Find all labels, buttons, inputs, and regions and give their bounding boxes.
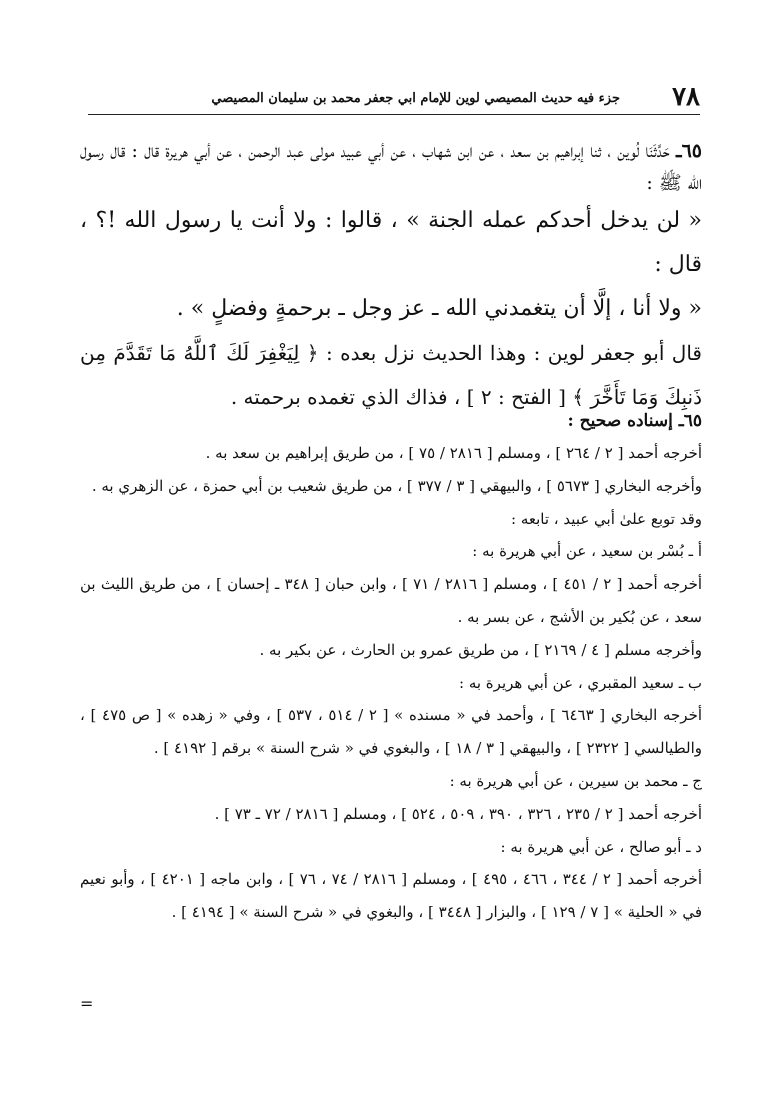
author-comment: قال أبو جعفر لوين : وهذا الحديث نزل بعده : ﴿ لِيَغْفِرَ لَكَ ٱللَّهُ مَا تَقَدَّمَ مِن ذَنبِكَ وَمَا تَأَخَّرَ ﴾ [ الفتح : ٢ ] ، فذاك الذي تغمده برحمته .	[80, 341, 702, 409]
footnote-line: أخرجه أحمد [ ٢ / ٤٥١ ] ، ومسلم [ ٢٨١٦ / ٧١ ] ، وابن حبان [ ٣٤٨ ـ إحسان ] ، من طريق الليث بن سعد ، عن بُكير بن الأشج ، عن بسر به .	[80, 575, 703, 626]
footnotes	[80, 405, 702, 929]
footnote-line: أ ـ بُسْر بن سعيد ، عن أبي هريرة به :	[472, 542, 702, 561]
footnote-line: وقد توبع علىٰ أبي عبيد ، تابعه :	[511, 509, 702, 528]
footnote-line: وأخرجه مسلم [ ٤ / ٢١٦٩ ] ، من طريق عمرو بن الحارث ، عن بكير به .	[259, 640, 702, 659]
page-number: ٧٨	[672, 82, 700, 112]
footnote-line: أخرجه أحمد [ ٢ / ٣٤٤ ، ٤٦٦ ، ٤٩٥ ] ، ومسلم [ ٢٨١٦ / ٧٤ ، ٧٦ ] ، وابن ماجه [ ٤٢٠١ ] ، وأبو نعيم في « الحلية » [ ٧ / ١٢٩ ] ، والبزار [ ٣٤٤٨ ] ، والبغوي في « شرح السنة » [ ٤١٩٤ ] .	[80, 870, 702, 922]
footnote-line: أخرجه أحمد [ ٢ / ٢٣٥ ، ٣٢٦ ، ٣٩٠ ، ٥٠٩ ، ٥٢٤ ] ، ومسلم [ ٢٨١٦ / ٧٢ ـ ٧٣ ] .	[214, 804, 702, 823]
footnote-title: ٦٥ـ إسناده صحيح :	[567, 411, 702, 431]
isnad-text: حَدَّثَنَا لُوين ، ثنا إبراهيم بن سعد ، عن ابن شهاب ، عن أبي عبيد مولى عبد الرحمن ، عن أبي هريرة قال : قال رسول الله ﷺ :	[80, 140, 702, 194]
footnote-line: وأخرجه البخاري [ ٥٦٧٣ ] ، والبيهقي [ ٣ / ٣٧٧ ] ، من طريق شعيب بن أبي حمزة ، عن الزهري به .	[91, 476, 702, 495]
hadith-matn-2: « ولا أنا ، إلَّا أن يتغمدني الله ـ عز وجل ـ برحمةٍ وفضلٍ » .	[176, 296, 702, 321]
hadith-number: ٦٥ـ	[676, 140, 702, 162]
footnote-line: أخرجه أحمد [ ٢ / ٢٦٤ ] ، ومسلم [ ٢٨١٦ / ٧٥ ] ، من طريق إبراهيم بن سعد به .	[205, 444, 702, 462]
hadith-isnad	[80, 135, 702, 199]
continuation-mark: =	[80, 994, 94, 1013]
hadith-matn-1: « لن يدخل أحدكم عمله الجنة » ، قالوا : ولا أنت يا رسول الله !؟ ، قال :	[80, 208, 702, 277]
footnote-line: ب ـ سعيد المقبري ، عن أبي هريرة به :	[459, 673, 702, 692]
footnote-line: أخرجه البخاري [ ٦٤٦٣ ] ، وأحمد في « مسنده » [ ٢ / ٥١٤ ، ٥٣٧ ] ، وفي « زهده » [ ص ٤٧٥ ] ، والطيالسي [ ٢٣٢٢ ] ، والبيهقي [ ٣ / ١٨ ] ، والبغوي في « شرح السنة » برقم [ ٤١٩٢ ] .	[80, 706, 703, 758]
footnote-line: د ـ أبو صالح ، عن أبي هريرة به :	[500, 837, 702, 856]
page-header	[88, 80, 700, 115]
running-title: جزء فيه حديث المصيصي لوين للإمام ابي جعفر محمد بن سليمان المصيصي	[211, 91, 620, 106]
footnote-line: ج ـ محمد بن سيرين ، عن أبي هريرة به :	[449, 771, 702, 790]
hadith-block	[80, 135, 702, 419]
